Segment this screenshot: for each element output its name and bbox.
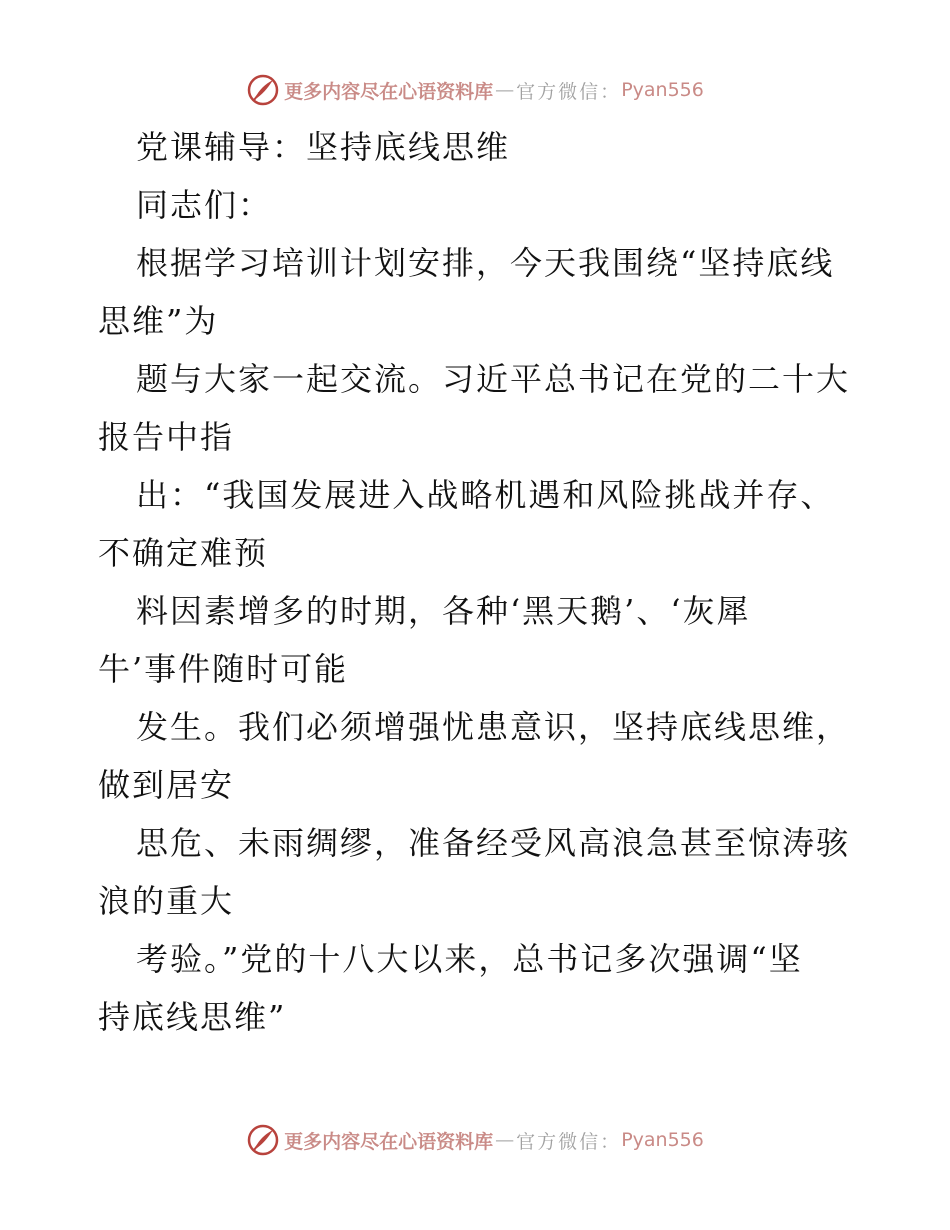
text-line: 浪的重大 [98, 882, 235, 920]
watermark-wechat-id: Pyan556 [621, 1129, 704, 1151]
header-watermark [0, 70, 950, 110]
text-line: 报告中指 [98, 418, 235, 456]
text-line: 做到居安 [98, 766, 235, 804]
watermark-main-text: 更多内容尽在心语资料库 [284, 1130, 494, 1153]
quill-logo-icon [246, 1123, 280, 1157]
document-body [98, 118, 858, 1046]
text-line: 发生。我们必须增强忧患意识，坚持底线思维， [136, 708, 851, 746]
watermark-wechat-id: Pyan556 [621, 79, 704, 101]
watermark-official-label: 官方微信： [516, 80, 622, 103]
text-line: 料因素增多的时期，各种‘黑天鹅’、‘灰犀 [136, 592, 751, 630]
text-line: 根据学习培训计划安排，今天我围绕“坚持底线 [136, 244, 835, 282]
text-line: 不确定难预 [98, 534, 269, 572]
document-title: 党课辅导：坚持底线思维 [136, 128, 511, 166]
watermark-official-label: 官方微信： [516, 1130, 622, 1153]
footer-watermark [0, 1120, 950, 1160]
document-paragraph [98, 234, 858, 1046]
text-line: 思危、未雨绸缪，准备经受风高浪急甚至惊涛骇 [136, 824, 851, 862]
document-greeting: 同志们： [136, 186, 273, 224]
text-line: 思维”为 [98, 302, 219, 340]
text-line: 牛’事件随时可能 [98, 650, 349, 688]
text-line: 持底线思维” [98, 998, 287, 1036]
text-line: 考验。”党的十八大以来，总书记多次强调“坚 [136, 940, 803, 978]
quill-logo-icon [246, 73, 280, 107]
text-line: 题与大家一起交流。习近平总书记在党的二十大 [136, 360, 851, 398]
text-line: 出：“我国发展进入战略机遇和风险挑战并存、 [136, 476, 835, 514]
watermark-main-text: 更多内容尽在心语资料库 [284, 80, 494, 103]
watermark-dash: — [495, 79, 515, 101]
watermark-dash: — [495, 1129, 515, 1151]
